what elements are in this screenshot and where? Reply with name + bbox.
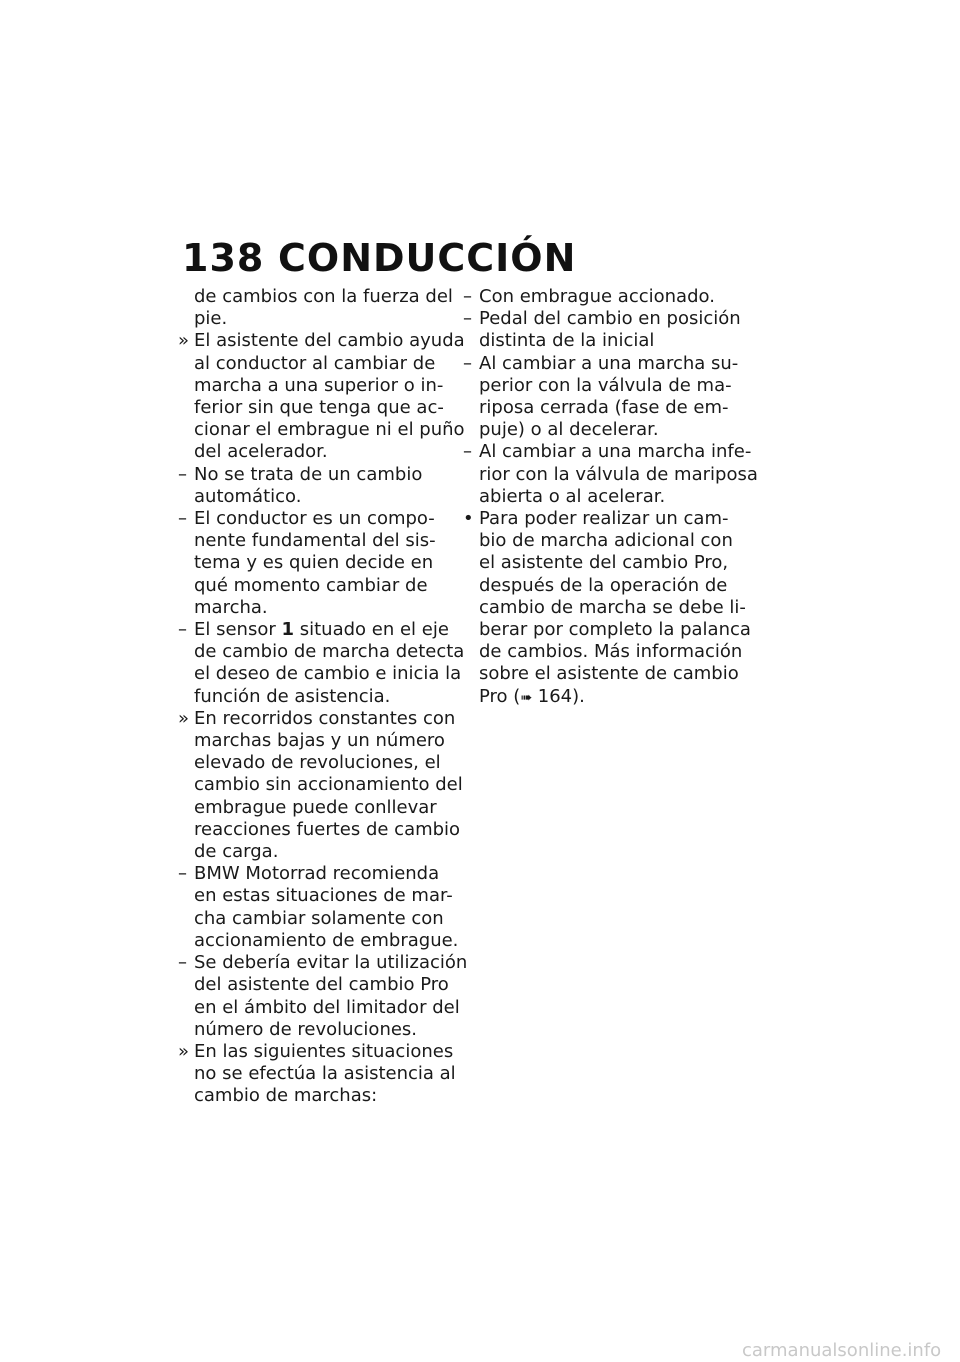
text-line: en estas situaciones de mar- <box>194 885 453 907</box>
text-line: ferior sin que tenga que ac- <box>194 397 444 419</box>
text-line: en el ámbito del limitador del <box>194 996 460 1018</box>
item-marker: » <box>178 707 190 729</box>
text-line: riposa cerrada (fase de em- <box>479 397 729 419</box>
list-item <box>178 508 450 619</box>
arrow-right-icon: ➠ <box>520 689 533 706</box>
text-line: marchas bajas y un número <box>194 730 445 752</box>
reference-page-number: 164 <box>532 685 573 707</box>
text-line: automático. <box>194 485 302 507</box>
text-line: En recorridos constantes con <box>194 707 456 729</box>
item-marker: – <box>178 619 187 641</box>
text-line: función de asistencia. <box>194 685 391 707</box>
list-item <box>463 353 739 442</box>
text-line: del acelerador. <box>194 441 328 463</box>
list-item <box>178 863 459 952</box>
list-item <box>178 330 465 463</box>
text-line: cambio de marcha se debe li- <box>479 596 746 618</box>
text-line: Se debería evitar la utilización <box>194 952 468 974</box>
page-number: 138 <box>182 236 265 280</box>
list-item <box>178 619 465 708</box>
section-title: CONDUCCIÓN <box>278 236 577 280</box>
text-line: El conductor es un compo- <box>194 508 435 530</box>
item-marker: – <box>178 952 187 974</box>
text-fragment: situado en el eje <box>294 619 449 641</box>
text-fragment: ). <box>572 685 585 707</box>
text-line: embrague puede conllevar <box>194 796 437 818</box>
text-line: número de revoluciones. <box>194 1018 418 1040</box>
text-line-sensor <box>194 619 450 641</box>
text-line: reacciones fuertes de cambio <box>194 818 461 840</box>
list-item <box>463 441 758 508</box>
text-line: bio de marcha adicional con <box>479 530 733 552</box>
text-line: perior con la válvula de ma- <box>479 374 732 396</box>
text-line: pie. <box>194 308 228 330</box>
item-marker: – <box>463 352 472 374</box>
text-line: En las siguientes situaciones <box>194 1040 454 1062</box>
text-line: de cambio de marcha detecta <box>194 641 465 663</box>
text-line: al conductor al cambiar de <box>194 352 436 374</box>
text-line: sobre el asistente de cambio <box>479 663 739 685</box>
text-line: rior con la válvula de mariposa <box>479 463 758 485</box>
text-line: Al cambiar a una marcha infe- <box>479 441 752 463</box>
item-marker: – <box>463 308 472 330</box>
list-item <box>178 286 453 330</box>
list-item <box>178 707 463 863</box>
text-fragment: El sensor <box>194 619 282 641</box>
text-line: el asistente del cambio Pro, <box>479 552 729 574</box>
left-column <box>178 286 468 1108</box>
list-item <box>463 508 751 709</box>
text-line: cionar el embrague ni el puño <box>194 419 465 441</box>
text-line: cambio sin accionamiento del <box>194 774 463 796</box>
text-line: marcha a una superior o in- <box>194 374 444 396</box>
text-line: el deseo de cambio e inicia la <box>194 663 462 685</box>
text-line: El asistente del cambio ayuda <box>194 330 465 352</box>
text-line: de cambios. Más información <box>479 641 743 663</box>
list-item <box>178 1040 456 1108</box>
text-line: qué momento cambiar de <box>194 574 428 596</box>
item-marker: » <box>178 1040 190 1062</box>
watermark: carmanualsonline.info <box>742 1340 942 1361</box>
text-line: de cambios con la fuerza del <box>194 286 453 307</box>
text-line: después de la operación de <box>479 574 728 596</box>
list-item <box>178 464 450 508</box>
item-marker: » <box>178 330 190 352</box>
list-item <box>178 952 468 1041</box>
text-line: cha cambiar solamente con <box>194 907 444 929</box>
text-line: Para poder realizar un cam- <box>479 508 729 530</box>
text-line: cambio de marchas: <box>194 1085 378 1107</box>
text-line: puje) o al decelerar. <box>479 419 659 441</box>
text-line: marcha. <box>194 596 268 618</box>
item-marker: – <box>463 441 472 463</box>
text-line: abierta o al acelerar. <box>479 485 666 507</box>
text-line: No se trata de un cambio <box>194 463 423 485</box>
bullet-marker: • <box>463 508 474 530</box>
page-header <box>182 236 576 280</box>
item-marker: – <box>178 863 187 885</box>
sensor-number: 1 <box>281 619 294 641</box>
list-item <box>463 286 739 308</box>
text-line: de carga. <box>194 841 279 863</box>
text-line: del asistente del cambio Pro <box>194 974 449 996</box>
text-line: accionamiento de embrague. <box>194 929 459 951</box>
text-line: elevado de revoluciones, el <box>194 752 441 774</box>
item-marker: – <box>178 508 187 530</box>
text-fragment: Pro ( <box>479 685 521 707</box>
text-line: berar por completo la palanca <box>479 619 751 641</box>
list-item <box>463 308 739 352</box>
text-line: Al cambiar a una marcha su- <box>479 352 739 374</box>
text-line: no se efectúa la asistencia al <box>194 1063 456 1085</box>
text-line: Pedal del cambio en posición <box>479 308 741 330</box>
text-line: nente fundamental del sis- <box>194 530 436 552</box>
page-reference[interactable] <box>479 686 739 709</box>
item-marker: – <box>178 463 187 485</box>
text-line: tema y es quien decide en <box>194 552 434 574</box>
text-line: Con embrague accionado. <box>479 286 715 307</box>
text-line: distinta de la inicial <box>479 330 655 352</box>
text-line: BMW Motorrad recomienda <box>194 863 440 885</box>
item-marker: – <box>463 286 472 307</box>
right-column <box>463 286 758 709</box>
